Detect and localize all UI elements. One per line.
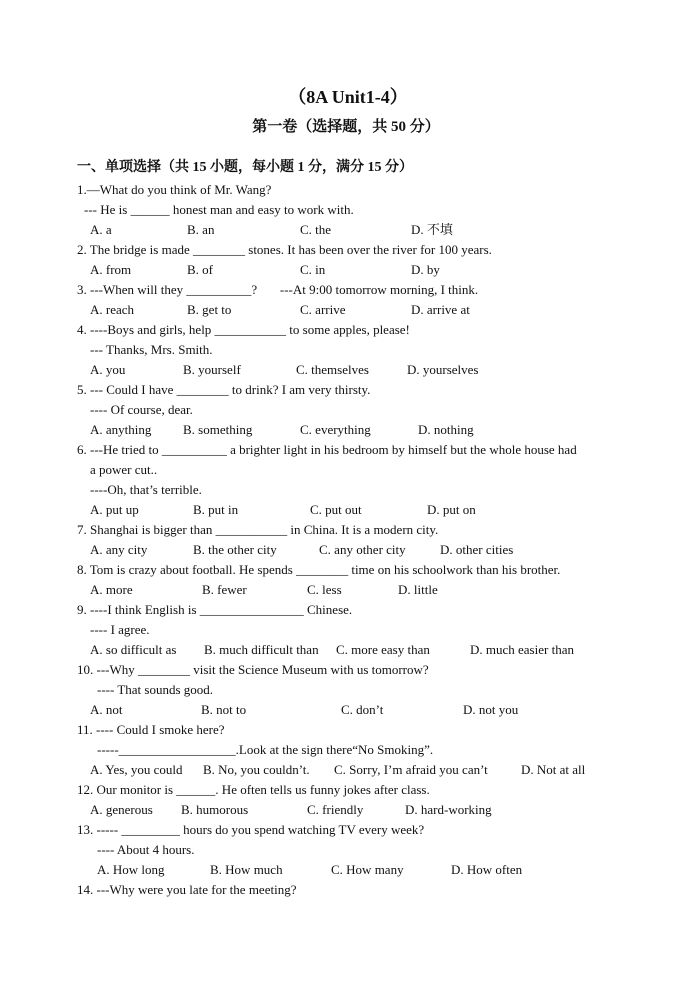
question-11-options	[77, 760, 682, 780]
question-2-option-d: D. by	[411, 262, 440, 277]
question-7-option-c: C. any other city	[319, 542, 406, 557]
question-10-option-d: D. not you	[463, 702, 519, 717]
question-5-option-a: A. anything	[90, 422, 152, 437]
question-1-option-a: A. a	[90, 222, 112, 237]
question-4-stem: 4. ----Boys and girls, help ___________ to some apples, please!	[77, 322, 410, 337]
question-8-option-b: B. fewer	[202, 582, 247, 597]
question-4-line-2: --- Thanks, Mrs. Smith.	[90, 342, 213, 357]
question-1-line-2: --- He is ______ honest man and easy to work with.	[84, 202, 354, 217]
question-8-option-a: A. more	[90, 582, 133, 597]
question-8-option-d: D. little	[398, 582, 438, 597]
question-10-option-a: A. not	[90, 702, 123, 717]
question-9-option-b: B. much difficult than	[204, 642, 319, 657]
question-7-stem: 7. Shanghai is bigger than ___________ in China. It is a modern city.	[77, 522, 439, 537]
question-1	[77, 180, 682, 240]
question-13-options	[77, 860, 682, 880]
question-12	[77, 780, 682, 820]
question-9-options	[77, 640, 682, 660]
question-11-option-d: D. Not at all	[521, 762, 586, 777]
question-11-stem: 11. ---- Could I smoke here?	[77, 722, 225, 737]
question-9	[77, 600, 682, 660]
question-11	[77, 720, 682, 780]
question-3-options	[77, 300, 682, 320]
question-13-option-a: A. How long	[97, 862, 165, 877]
question-5-line-2: ---- Of course, dear.	[90, 402, 193, 417]
question-8-options	[77, 580, 682, 600]
question-12-option-d: D. hard-working	[405, 802, 492, 817]
question-4-options	[77, 360, 682, 380]
question-5	[77, 380, 682, 440]
question-6-option-b: B. put in	[193, 502, 239, 517]
question-5-option-c: C. everything	[300, 422, 371, 437]
question-7-option-d: D. other cities	[440, 542, 514, 557]
question-4	[77, 320, 682, 380]
question-1-option-b: B. an	[187, 222, 215, 237]
question-8-option-c: C. less	[307, 582, 342, 597]
question-10-stem: 10. ---Why ________ visit the Science Museum with us tomorrow?	[77, 662, 429, 677]
question-11-option-a: A. Yes, you could	[90, 762, 183, 777]
question-3-option-a: A. reach	[90, 302, 135, 317]
question-3-option-c: C. arrive	[300, 302, 346, 317]
question-14	[77, 880, 682, 900]
question-13-line-2: ---- About 4 hours.	[97, 842, 195, 857]
question-2-option-c: C. in	[300, 262, 326, 277]
question-3-option-d: D. arrive at	[411, 302, 470, 317]
question-3	[77, 280, 682, 320]
question-1-option-d: D. 不填	[411, 222, 453, 237]
question-10-options	[77, 700, 682, 720]
question-10	[77, 660, 682, 720]
question-10-option-b: B. not to	[201, 702, 247, 717]
question-11-option-c: C. Sorry, I’m afraid you can’t	[334, 762, 488, 777]
question-14-stem: 14. ---Why were you late for the meeting?	[77, 882, 297, 897]
question-6-stem: 6. ---He tried to __________ a brighter light in his bedroom by himself but the whole house had	[77, 442, 577, 457]
question-5-stem: 5. --- Could I have ________ to drink? I am very thirsty.	[77, 382, 371, 397]
question-6-option-c: C. put out	[310, 502, 362, 517]
question-list	[77, 180, 682, 900]
question-7-option-b: B. the other city	[193, 542, 277, 557]
question-4-option-a: A. you	[90, 362, 126, 377]
question-10-line-2: ---- That sounds good.	[97, 682, 214, 697]
question-12-option-b: B. humorous	[181, 802, 249, 817]
question-12-option-a: A. generous	[90, 802, 153, 817]
question-5-option-b: B. something	[183, 422, 253, 437]
question-2-option-b: B. of	[187, 262, 213, 277]
question-9-stem: 9. ----I think English is ________________ Chinese.	[77, 602, 353, 617]
question-13-stem: 13. ----- _________ hours do you spend watching TV every week?	[77, 822, 425, 837]
question-9-option-c: C. more easy than	[336, 642, 430, 657]
question-13-option-b: B. How much	[210, 862, 283, 877]
question-13	[77, 820, 682, 880]
question-2	[77, 240, 682, 280]
question-9-option-a: A. so difficult as	[90, 642, 177, 657]
question-4-option-b: B. yourself	[183, 362, 241, 377]
question-6-line-3: ----Oh, that’s terrible.	[90, 482, 202, 497]
question-8-stem: 8. Tom is crazy about football. He spends ________ time on his schoolwork than his brother.	[77, 562, 561, 577]
question-6	[77, 440, 682, 520]
question-12-stem: 12. Our monitor is ______. He often tells us funny jokes after class.	[77, 782, 430, 797]
question-7-option-a: A. any city	[90, 542, 148, 557]
question-9-option-d: D. much easier than	[470, 642, 574, 657]
question-1-option-c: C. the	[300, 222, 332, 237]
question-13-option-c: C. How many	[331, 862, 404, 877]
question-6-option-a: A. put up	[90, 502, 139, 517]
question-5-option-d: D. nothing	[418, 422, 474, 437]
question-4-option-d: D. yourselves	[407, 362, 479, 377]
question-10-option-c: C. don’t	[341, 702, 384, 717]
question-6-option-d: D. put on	[427, 502, 476, 517]
question-1-stem: 1.—What do you think of Mr. Wang?	[77, 182, 272, 197]
question-6-line-2: a power cut..	[90, 462, 158, 477]
page-subtitle: 第一卷（选择题，共 50 分）	[252, 119, 440, 135]
question-12-option-c: C. friendly	[307, 802, 364, 817]
question-11-option-b: B. No, you couldn’t.	[203, 762, 310, 777]
question-7	[77, 520, 682, 560]
question-11-line-2: -----__________________.Look at the sign there“No Smoking”.	[97, 742, 434, 757]
question-3-stem: 3. ---When will they __________? ---At 9:00 tomorrow morning, I think.	[77, 282, 479, 297]
question-6-options	[77, 500, 682, 520]
question-5-options	[77, 420, 682, 440]
question-9-line-2: ---- I agree.	[90, 622, 150, 637]
question-4-option-c: C. themselves	[296, 362, 369, 377]
question-2-stem: 2. The bridge is made ________ stones. It has been over the river for 100 years.	[77, 242, 492, 257]
question-13-option-d: D. How often	[451, 862, 523, 877]
question-2-option-a: A. from	[90, 262, 132, 277]
question-8	[77, 560, 682, 600]
question-12-options	[77, 800, 682, 820]
section-heading: 一、单项选择（共 15 小题，每小题 1 分，满分 15 分）	[77, 160, 413, 175]
question-2-options	[77, 260, 682, 280]
question-3-option-b: B. get to	[187, 302, 232, 317]
question-7-options	[77, 540, 682, 560]
question-1-options	[77, 220, 682, 240]
page-title: （8A Unit1-4）	[288, 87, 408, 107]
